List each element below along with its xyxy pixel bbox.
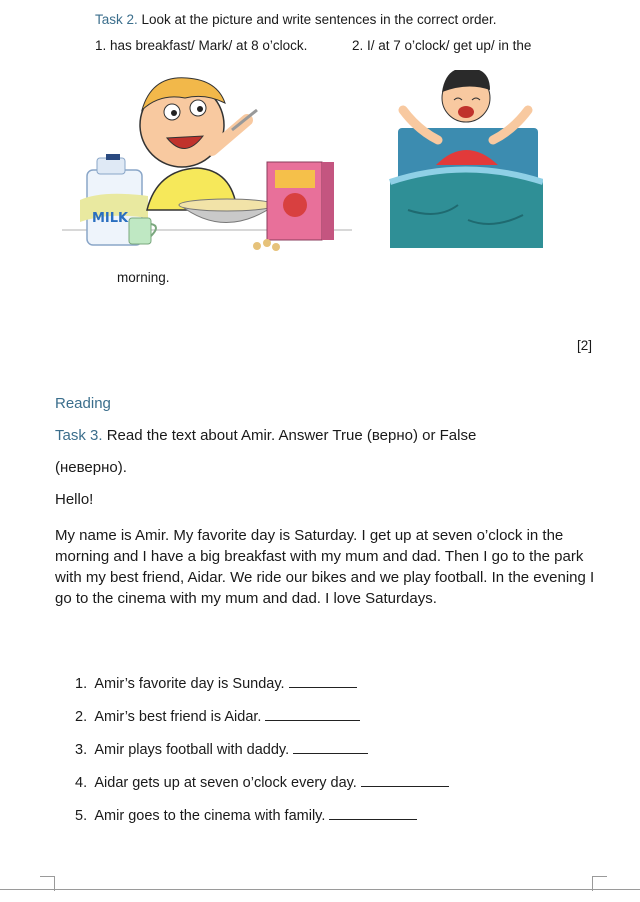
list-item (75, 808, 449, 841)
reading-passage: My name is Amir. My favorite day is Saturday. I get up at seven o’clock in the morning and I have a big breakfast with my mum and dad. Then I go to the park with my best friend, Aidar. We ride our bikes and we play football. In the evening I go to the cinema with my mum and dad. I love Saturdays. (55, 527, 595, 607)
task2-question-1: 1. has breakfast/ Mark/ at 8 o’clock. (95, 38, 308, 53)
false-option: False (439, 427, 477, 444)
task2-marks: [2] (577, 338, 593, 353)
answer-blank[interactable] (293, 743, 368, 754)
question-text: Amir’s best friend is Aidar. (94, 709, 262, 725)
task3-instruction-cont: (неверно). (55, 459, 127, 476)
answer-blank[interactable] (329, 809, 417, 820)
question-list (75, 676, 449, 841)
or-text: or (417, 427, 440, 444)
question-number: 5. (75, 808, 88, 824)
question-text: Amir goes to the cinema with family. (94, 808, 326, 824)
question-number: 4. (75, 775, 88, 791)
task2-instruction: Look at the picture and write sentences in the correct order. (137, 12, 497, 27)
wake-up-illustration (388, 70, 543, 248)
cereal-pieces (253, 239, 280, 251)
breakfast-illustration (62, 70, 354, 260)
question-number: 2. (75, 709, 88, 725)
question-text: Aidar gets up at seven o’clock every day. (94, 775, 357, 791)
reading-heading: Reading (55, 395, 111, 412)
question-number: 3. (75, 742, 88, 758)
task2-question-2-continued: morning. (117, 270, 170, 285)
task2-question-2: 2. I/ at 7 o’clock/ get up/ in the (352, 38, 532, 53)
list-item (75, 775, 449, 808)
cereal-box (267, 162, 334, 240)
task2-heading (95, 12, 496, 27)
task2-label: Task 2. (95, 12, 138, 27)
question-text: Amir’s favorite day is Sunday. (94, 676, 285, 692)
true-option: True (верно) (332, 427, 418, 444)
question-text: Amir plays football with daddy. (94, 742, 290, 758)
list-item (75, 709, 449, 742)
answer-blank[interactable] (265, 710, 360, 721)
cereal-bowl (179, 199, 275, 223)
blanket (390, 168, 543, 249)
list-item (75, 742, 449, 775)
task3-instruction: Read the text about Amir. Answer (102, 427, 333, 444)
page-bottom-line (0, 889, 640, 890)
list-item (75, 676, 449, 709)
milk-label: MILK (92, 211, 129, 226)
task3-label: Task 3. (55, 427, 103, 444)
task3-heading (55, 427, 476, 444)
answer-blank[interactable] (361, 776, 449, 787)
greeting: Hello! (55, 491, 94, 508)
answer-blank[interactable] (289, 677, 357, 688)
question-number: 1. (75, 676, 88, 692)
boy-character (140, 78, 257, 210)
